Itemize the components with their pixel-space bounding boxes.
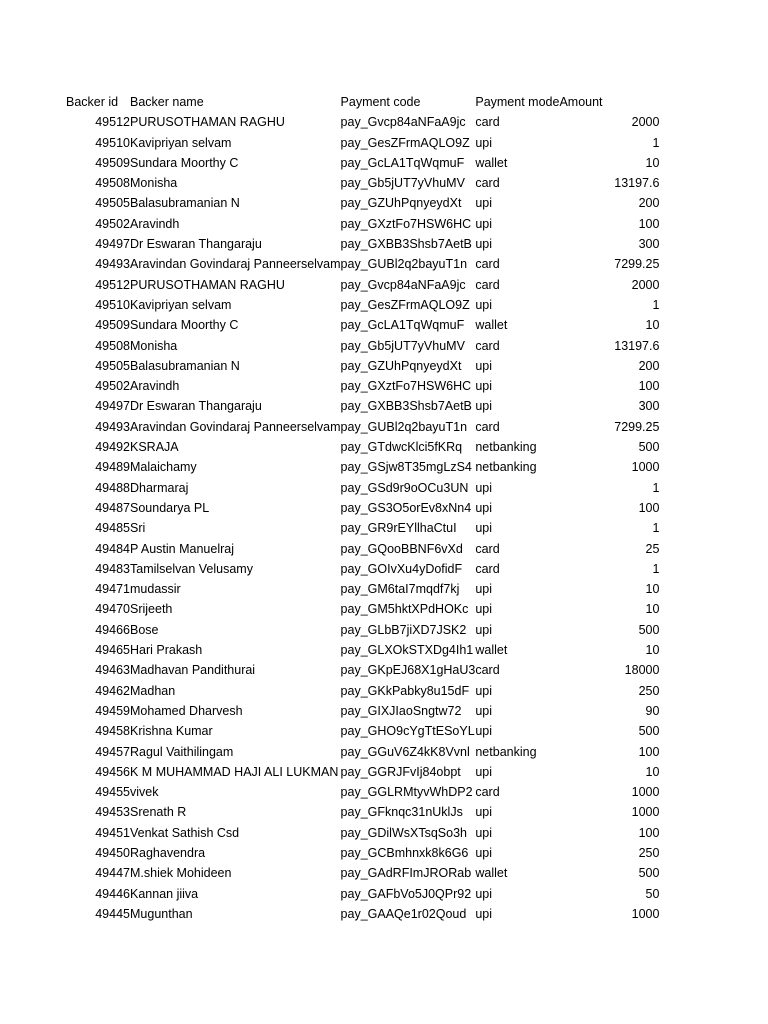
cell-payment-code: pay_GAAQe1r02Qoud (340, 906, 467, 921)
cell-backer-id: 49508 (95, 338, 130, 353)
cell-payment-code: pay_GCBmhnxk8k6G6 (340, 845, 469, 860)
cell-amount: 10 (645, 602, 660, 617)
cell-amount: 1 (652, 561, 660, 576)
cell-payment-mode: wallet (475, 643, 508, 658)
cell-payment-code: pay_GIXJIaoSngtw72 (340, 703, 462, 718)
cell-payment-mode: card (475, 561, 500, 576)
cell-payment-code: pay_GS3O5orEv8xNn4 (340, 500, 472, 515)
cell-backer-id: 49483 (95, 561, 130, 576)
cell-payment-mode: upi (475, 297, 493, 312)
cell-backer-id: 49470 (95, 602, 130, 617)
cell-amount: 2000 (631, 277, 660, 292)
table-row (66, 173, 659, 193)
table-row (66, 133, 659, 153)
cell-backer-name: Venkat Sathish Csd (130, 825, 240, 840)
cell-backer-id: 49510 (95, 297, 130, 312)
cell-payment-mode: upi (475, 886, 493, 901)
cell-payment-mode: upi (475, 358, 493, 373)
cell-backer-name: Dr Eswaran Thangaraju (130, 399, 262, 414)
cell-payment-mode: netbanking (475, 744, 537, 759)
cell-backer-name: Balasubramanian N (130, 196, 240, 211)
table-row (66, 336, 659, 356)
cell-backer-id: 49508 (95, 176, 130, 191)
cell-payment-code: pay_GXztFo7HSW6HC (340, 379, 472, 394)
table-row (66, 843, 659, 863)
cell-payment-code: pay_GUBl2q2bayuT1n (340, 257, 468, 272)
cell-backer-id: 49512 (95, 277, 130, 292)
cell-payment-code: pay_GGuV6Z4kK8Vvnl (340, 744, 470, 759)
cell-backer-name: Balasubramanian N (130, 358, 240, 373)
table-row (66, 214, 659, 234)
cell-payment-mode: upi (475, 480, 493, 495)
cell-backer-name: P Austin Manuelraj (130, 541, 234, 556)
cell-backer-name: Kavipriyan selvam (130, 297, 232, 312)
cell-payment-code: pay_GLXOkSTXDg4Ih1 (340, 643, 474, 658)
cell-backer-name: PURUSOTHAMAN RAGHU (130, 115, 285, 130)
cell-payment-mode: card (475, 663, 500, 678)
cell-payment-mode: upi (475, 845, 493, 860)
cell-payment-code: pay_GXztFo7HSW6HC (340, 216, 472, 231)
table-row (66, 193, 659, 213)
cell-amount: 1000 (631, 785, 660, 800)
cell-payment-code: pay_Gvcp84aNFaA9jc (340, 115, 466, 130)
cell-payment-mode: upi (475, 196, 493, 211)
table-row (66, 599, 659, 619)
cell-backer-name: Madhavan Pandithurai (130, 663, 256, 678)
cell-payment-mode: card (475, 541, 500, 556)
cell-backer-id: 49446 (95, 886, 130, 901)
cell-backer-name: Srenath R (130, 805, 187, 820)
cell-amount: 100 (638, 825, 660, 840)
cell-payment-code: pay_GOIvXu4yDofidF (340, 561, 463, 576)
cell-amount: 500 (638, 866, 660, 881)
cell-backer-id: 49465 (95, 643, 130, 658)
table-row (66, 701, 659, 721)
cell-backer-id: 49456 (95, 764, 130, 779)
cell-backer-name: Kannan jiiva (130, 886, 199, 901)
cell-backer-id: 49489 (95, 460, 130, 475)
cell-payment-mode: upi (475, 683, 493, 698)
cell-amount: 1 (652, 480, 660, 495)
payments-table (66, 92, 659, 924)
cell-backer-name: Mohamed Dharvesh (130, 703, 243, 718)
cell-payment-mode: upi (475, 521, 493, 536)
header-row (66, 92, 659, 112)
cell-backer-name: Kavipriyan selvam (130, 135, 232, 150)
table-row (66, 863, 659, 883)
cell-amount: 1000 (631, 906, 660, 921)
cell-backer-id: 49485 (95, 521, 130, 536)
cell-amount: 10 (645, 643, 660, 658)
table-row (66, 884, 659, 904)
cell-backer-id: 49453 (95, 805, 130, 820)
table-row (66, 539, 659, 559)
cell-payment-mode: upi (475, 703, 493, 718)
cell-payment-code: pay_GZUhPqnyeydXt (340, 358, 462, 373)
table-row (66, 254, 659, 274)
cell-backer-id: 49509 (95, 318, 130, 333)
cell-payment-mode: netbanking (475, 460, 537, 475)
cell-amount: 100 (638, 216, 660, 231)
cell-amount: 100 (638, 744, 660, 759)
cell-amount: 300 (638, 237, 660, 252)
table-row (66, 478, 659, 498)
cell-payment-code: pay_GDilWsXTsqSo3h (340, 825, 467, 840)
table-row (66, 315, 659, 335)
cell-backer-id: 49466 (95, 622, 130, 637)
cell-backer-name: Sundara Moorthy C (130, 155, 239, 170)
table-row (66, 579, 659, 599)
cell-amount: 1000 (631, 460, 660, 475)
cell-backer-name: K M MUHAMMAD HAJI ALI LUKMAN (130, 764, 339, 779)
table-row (66, 498, 659, 518)
cell-backer-id: 49492 (95, 440, 130, 455)
cell-amount: 200 (638, 196, 660, 211)
cell-payment-mode: card (475, 419, 500, 434)
cell-payment-code: pay_GSd9r9oOCu3UN (340, 480, 469, 495)
cell-payment-code: pay_Gb5jUT7yVhuMV (340, 176, 465, 191)
cell-backer-name: Dharmaraj (130, 480, 189, 495)
cell-amount: 2000 (631, 115, 660, 130)
table-row (66, 904, 659, 924)
cell-payment-code: pay_GAFbVo5J0QPr92 (340, 886, 472, 901)
cell-amount: 10 (645, 764, 660, 779)
cell-payment-code: pay_GTdwcKlci5fKRq (340, 440, 463, 455)
cell-amount: 7299.25 (614, 257, 660, 272)
cell-payment-mode: upi (475, 582, 493, 597)
cell-amount: 10 (645, 318, 660, 333)
table-row (66, 153, 659, 173)
cell-amount: 7299.25 (614, 419, 660, 434)
cell-backer-name: Aravindh (130, 379, 180, 394)
cell-backer-name: M.shiek Mohideen (130, 866, 232, 881)
cell-backer-name: Sri (130, 521, 146, 536)
cell-payment-mode: upi (475, 825, 493, 840)
table-row (66, 518, 659, 538)
table-row (66, 356, 659, 376)
cell-backer-id: 49450 (95, 845, 130, 860)
cell-backer-id: 49484 (95, 541, 130, 556)
cell-backer-name: Srijeeth (130, 602, 173, 617)
cell-payment-code: pay_GXBB3Shsb7AetB (340, 399, 472, 414)
cell-payment-mode: card (475, 115, 500, 130)
cell-backer-name: Malaichamy (130, 460, 197, 475)
table-row (66, 762, 659, 782)
cell-amount: 10 (645, 582, 660, 597)
cell-payment-mode: upi (475, 906, 493, 921)
cell-amount: 1 (652, 521, 660, 536)
cell-backer-id: 49455 (95, 785, 130, 800)
cell-backer-name: KSRAJA (130, 440, 179, 455)
cell-amount: 13197.6 (614, 338, 660, 353)
table-row (66, 112, 659, 132)
cell-backer-id: 49447 (95, 866, 130, 881)
table-row (66, 640, 659, 660)
cell-backer-id: 49493 (95, 257, 130, 272)
cell-payment-code: pay_Gvcp84aNFaA9jc (340, 277, 466, 292)
cell-payment-code: pay_GKkPabky8u15dF (340, 683, 470, 698)
header-backer-name: Backer name (130, 95, 204, 109)
table-row (66, 559, 659, 579)
cell-payment-code: pay_GFknqc31nUklJs (340, 805, 463, 820)
cell-backer-name: Monisha (130, 176, 178, 191)
table-row (66, 437, 659, 457)
cell-backer-name: Tamilselvan Velusamy (130, 561, 253, 576)
table-row (66, 620, 659, 640)
cell-amount: 500 (638, 440, 660, 455)
cell-payment-code: pay_GGLRMtyvWhDP2 (340, 785, 473, 800)
cell-payment-code: pay_Gb5jUT7yVhuMV (340, 338, 465, 353)
cell-payment-code: pay_GesZFrmAQLO9Z (340, 297, 470, 312)
cell-payment-mode: card (475, 257, 500, 272)
cell-backer-id: 49463 (95, 663, 130, 678)
cell-backer-id: 49493 (95, 419, 130, 434)
header-payment-code: Payment code (340, 95, 421, 109)
cell-payment-mode: wallet (475, 155, 508, 170)
cell-amount: 500 (638, 724, 660, 739)
cell-payment-mode: card (475, 277, 500, 292)
cell-payment-code: pay_GcLA1TqWqmuF (340, 155, 465, 170)
cell-payment-code: pay_GLbB7jiXD7JSK2 (340, 622, 467, 637)
cell-backer-name: Hari Prakash (130, 643, 203, 658)
cell-backer-id: 49502 (95, 216, 130, 231)
cell-payment-code: pay_GesZFrmAQLO9Z (340, 135, 470, 150)
cell-payment-mode: upi (475, 237, 493, 252)
cell-amount: 1 (652, 297, 660, 312)
table-row (66, 721, 659, 741)
table-row (66, 782, 659, 802)
cell-backer-id: 49510 (95, 135, 130, 150)
table-row (66, 295, 659, 315)
cell-backer-id: 49445 (95, 906, 130, 921)
cell-payment-mode: upi (475, 399, 493, 414)
cell-payment-code: pay_GZUhPqnyeydXt (340, 196, 462, 211)
table-row (66, 376, 659, 396)
header-backer-id: Backer id (66, 95, 119, 109)
cell-payment-mode: card (475, 785, 500, 800)
cell-backer-id: 49502 (95, 379, 130, 394)
cell-backer-name: Mugunthan (130, 906, 193, 921)
cell-payment-code: pay_GQooBBNF6vXd (340, 541, 463, 556)
cell-backer-id: 49462 (95, 683, 130, 698)
table-row (66, 275, 659, 295)
table-row (66, 823, 659, 843)
cell-payment-mode: upi (475, 500, 493, 515)
cell-payment-mode: upi (475, 602, 493, 617)
cell-backer-id: 49459 (95, 703, 130, 718)
cell-payment-mode: upi (475, 805, 493, 820)
cell-payment-code: pay_GUBl2q2bayuT1n (340, 419, 468, 434)
cell-backer-id: 49488 (95, 480, 130, 495)
cell-backer-name: Ragul Vaithilingam (130, 744, 234, 759)
cell-payment-mode: card (475, 338, 500, 353)
cell-backer-id: 49509 (95, 155, 130, 170)
cell-payment-mode: upi (475, 379, 493, 394)
cell-payment-code: pay_GXBB3Shsb7AetB (340, 237, 472, 252)
table-row (66, 396, 659, 416)
cell-amount: 13197.6 (614, 176, 660, 191)
cell-backer-name: Monisha (130, 338, 178, 353)
cell-amount: 90 (645, 703, 660, 718)
cell-backer-name: Bose (130, 622, 159, 637)
cell-backer-name: Aravindan Govindaraj Panneerselvam (130, 257, 341, 272)
table-row (66, 681, 659, 701)
header-amount: Amount (559, 95, 603, 109)
cell-backer-name: PURUSOTHAMAN RAGHU (130, 277, 285, 292)
cell-payment-mode: upi (475, 724, 493, 739)
cell-payment-code: pay_GKpEJ68X1gHaU3 (340, 663, 476, 678)
cell-amount: 25 (645, 541, 660, 556)
cell-payment-code: pay_GM5hktXPdHOKc (340, 602, 469, 617)
cell-backer-id: 49487 (95, 500, 130, 515)
cell-amount: 1 (652, 135, 660, 150)
cell-backer-name: Aravindan Govindaraj Panneerselvam (130, 419, 341, 434)
cell-backer-name: Aravindh (130, 216, 180, 231)
cell-payment-code: pay_GR9rEYllhaCtuI (340, 521, 457, 536)
cell-backer-id: 49497 (95, 399, 130, 414)
cell-payment-mode: netbanking (475, 440, 537, 455)
cell-backer-name: Sundara Moorthy C (130, 318, 239, 333)
cell-payment-code: pay_GHO9cYgTtESoYL (340, 724, 475, 739)
table-row (66, 417, 659, 437)
table-row (66, 802, 659, 822)
cell-payment-code: pay_GM6taI7mqdf7kj (340, 582, 460, 597)
cell-backer-id: 49451 (95, 825, 130, 840)
cell-backer-id: 49505 (95, 196, 130, 211)
cell-backer-name: Madhan (130, 683, 176, 698)
cell-amount: 300 (638, 399, 660, 414)
cell-backer-id: 49458 (95, 724, 130, 739)
cell-amount: 1000 (631, 805, 660, 820)
cell-backer-name: Raghavendra (130, 845, 206, 860)
cell-payment-mode: upi (475, 622, 493, 637)
cell-backer-id: 49505 (95, 358, 130, 373)
cell-backer-id: 49457 (95, 744, 130, 759)
cell-backer-name: Krishna Kumar (130, 724, 213, 739)
cell-amount: 250 (638, 845, 660, 860)
cell-payment-mode: wallet (475, 866, 508, 881)
table-body (66, 112, 659, 924)
cell-payment-mode: wallet (475, 318, 508, 333)
table-row (66, 234, 659, 254)
cell-backer-name: mudassir (130, 582, 181, 597)
cell-payment-code: pay_GGRJFvIj84obpt (340, 764, 461, 779)
cell-payment-mode: upi (475, 216, 493, 231)
cell-amount: 200 (638, 358, 660, 373)
cell-payment-code: pay_GAdRFImJRORab (340, 866, 472, 881)
table-row (66, 742, 659, 762)
cell-backer-name: vivek (130, 785, 159, 800)
cell-payment-code: pay_GcLA1TqWqmuF (340, 318, 465, 333)
cell-backer-id: 49471 (95, 582, 130, 597)
cell-amount: 100 (638, 500, 660, 515)
cell-payment-mode: card (475, 176, 500, 191)
table-row (66, 457, 659, 477)
cell-amount: 10 (645, 155, 660, 170)
cell-amount: 500 (638, 622, 660, 637)
cell-payment-mode: upi (475, 135, 493, 150)
cell-amount: 50 (645, 886, 660, 901)
header-payment-mode: Payment mode (475, 95, 560, 109)
cell-payment-code: pay_GSjw8T35mgLzS4 (340, 460, 472, 475)
cell-backer-name: Soundarya PL (130, 500, 210, 515)
cell-backer-id: 49497 (95, 237, 130, 252)
cell-amount: 18000 (624, 663, 660, 678)
cell-backer-id: 49512 (95, 115, 130, 130)
table-row (66, 660, 659, 680)
cell-payment-mode: upi (475, 764, 493, 779)
cell-amount: 100 (638, 379, 660, 394)
cell-backer-name: Dr Eswaran Thangaraju (130, 237, 262, 252)
cell-amount: 250 (638, 683, 660, 698)
